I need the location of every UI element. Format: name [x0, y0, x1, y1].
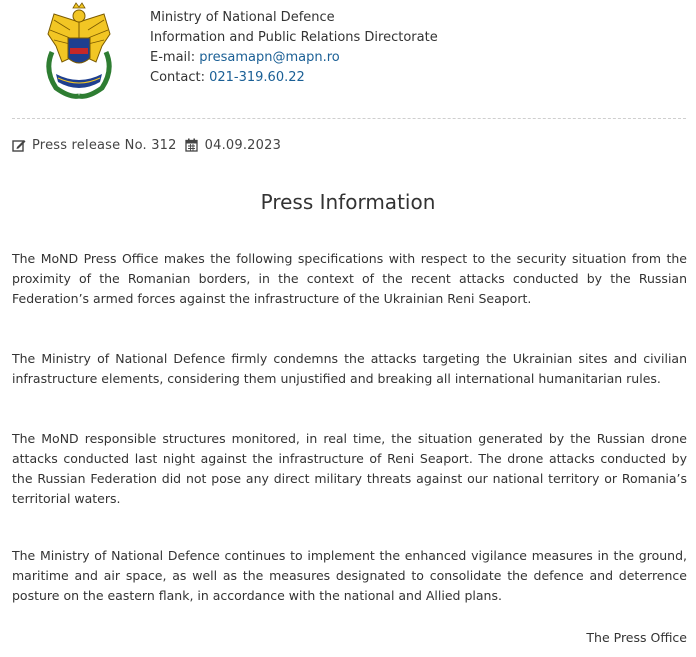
article-paragraph-2: The Ministry of National Defence firmly condemns the attacks targeting the Ukrainian sites and civilian infrastructure elements, considering them unjustified and breaking all international humanitarian rules.: [12, 351, 687, 386]
press-release-number: Press release No. 312: [32, 137, 177, 153]
article-paragraph-1: The MoND Press Office makes the following specifications with respect to the security situation from the proximity of the Romanian borders, in the context of the recent attacks conducted by the Russian Federation’s armed forces against the infrastructure of the Ukrainian Reni Seaport.: [12, 251, 687, 306]
email-line: [150, 48, 438, 68]
press-release-meta: [12, 136, 281, 154]
page-title: Press Information: [260, 190, 436, 214]
email-link[interactable]: presamapn@mapn.ro: [199, 50, 340, 65]
header-divider: [12, 118, 686, 119]
contact-label: Contact:: [150, 70, 205, 85]
article-paragraph-4: The Ministry of National Defence continues to implement the enhanced vigilance measures in the ground, maritime and air space, as well as the measures designated to consolidate the defence and deterrence posture on the eastern flank, in accordance with the national and Allied plans.: [12, 548, 687, 603]
email-label: E-mail:: [150, 50, 196, 65]
ministry-contact-block: [150, 8, 438, 88]
phone-link[interactable]: 021-319.60.22: [209, 70, 305, 85]
contact-line: [150, 68, 438, 88]
ministry-name: Ministry of National Defence: [150, 10, 335, 25]
page-header: [0, 0, 696, 110]
press-release-date: 04.09.2023: [204, 137, 282, 153]
ministry-coat-of-arms-logo: [40, 0, 118, 100]
directorate-name: Information and Public Relations Directorate: [150, 30, 438, 45]
edit-icon: [12, 138, 26, 152]
calendar-icon: [185, 138, 198, 152]
press-office-signature: The Press Office: [586, 630, 687, 645]
article-paragraph-3: The MoND responsible structures monitored, in real time, the situation generated by the Russian drone attacks conducted last night against the infrastructure of Reni Seaport. The drone attacks conducted by the Russian Federation did not pose any direct military threats against our national territory or Romania’s territorial waters.: [12, 431, 687, 506]
